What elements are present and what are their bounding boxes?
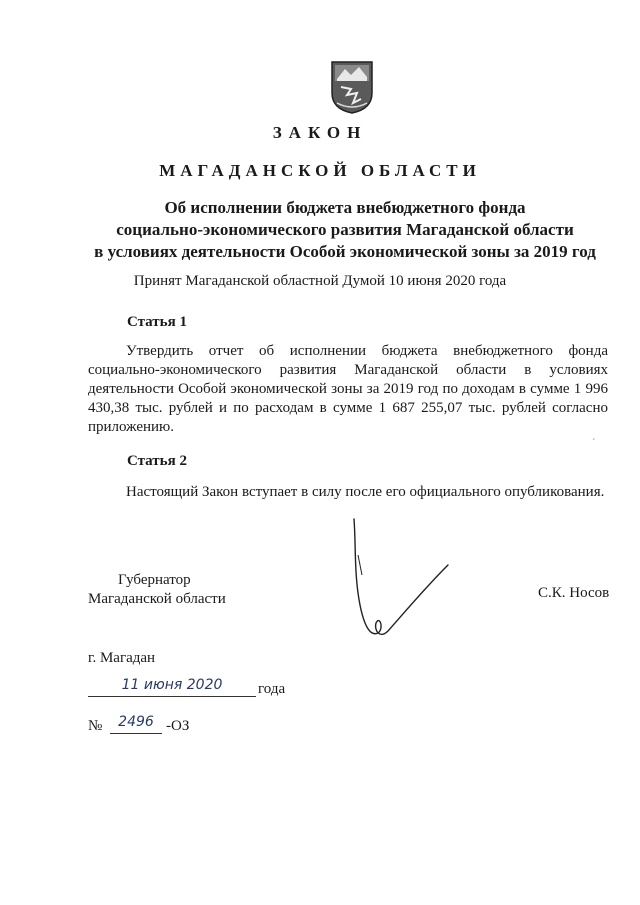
article-1-heading: Статья 1 xyxy=(127,314,187,330)
law-subject-line: в условиях деятельности Особой экономической зоны за 2019 год xyxy=(94,242,596,261)
law-subject-line: Об исполнении бюджета внебюджетного фонда xyxy=(164,198,526,217)
law-number xyxy=(88,714,288,738)
adoption-note: Принят Магаданской областной Думой 10 июня 2020 года xyxy=(133,273,507,289)
number-prefix: № xyxy=(88,718,103,734)
number-suffix: -ОЗ xyxy=(166,718,190,734)
document-type-title: ЗАКОН xyxy=(272,123,368,142)
signatory-name: С.К. Носов xyxy=(538,585,610,601)
coat-of-arms-icon xyxy=(329,59,375,115)
signatory-title: Губернатор xyxy=(118,572,191,588)
article-1-text: Утвердить отчет об исполнении бюджета внебюджетного фонда социально-экономического развития Магаданской области в условиях деятельности Особой экономической зоны за 2019 год по доходам в сумме 1 996 430,38 тыс. рублей и по расходам в сумме 1 687 255,07 тыс. рублей согласно приложению. xyxy=(88,343,608,435)
scan-mark: ´ xyxy=(592,438,596,449)
handwritten-number: 2496 xyxy=(110,714,162,734)
signing-date xyxy=(88,677,348,701)
law-subject-line: социально-экономического развития Магаданской области xyxy=(116,220,574,239)
handwritten-date: 11 июня 2020 xyxy=(88,677,256,697)
signature-icon xyxy=(340,515,470,655)
signatory-region: Магаданской области xyxy=(88,591,226,607)
law-subject xyxy=(80,197,610,263)
article-2-heading: Статья 2 xyxy=(127,453,187,469)
region-title: МАГАДАНСКОЙ ОБЛАСТИ xyxy=(159,161,481,180)
article-2-text: Настоящий Закон вступает в силу после его официального опубликования. xyxy=(126,484,605,500)
date-suffix: года xyxy=(258,681,286,697)
city-label: г. Магадан xyxy=(88,650,156,666)
